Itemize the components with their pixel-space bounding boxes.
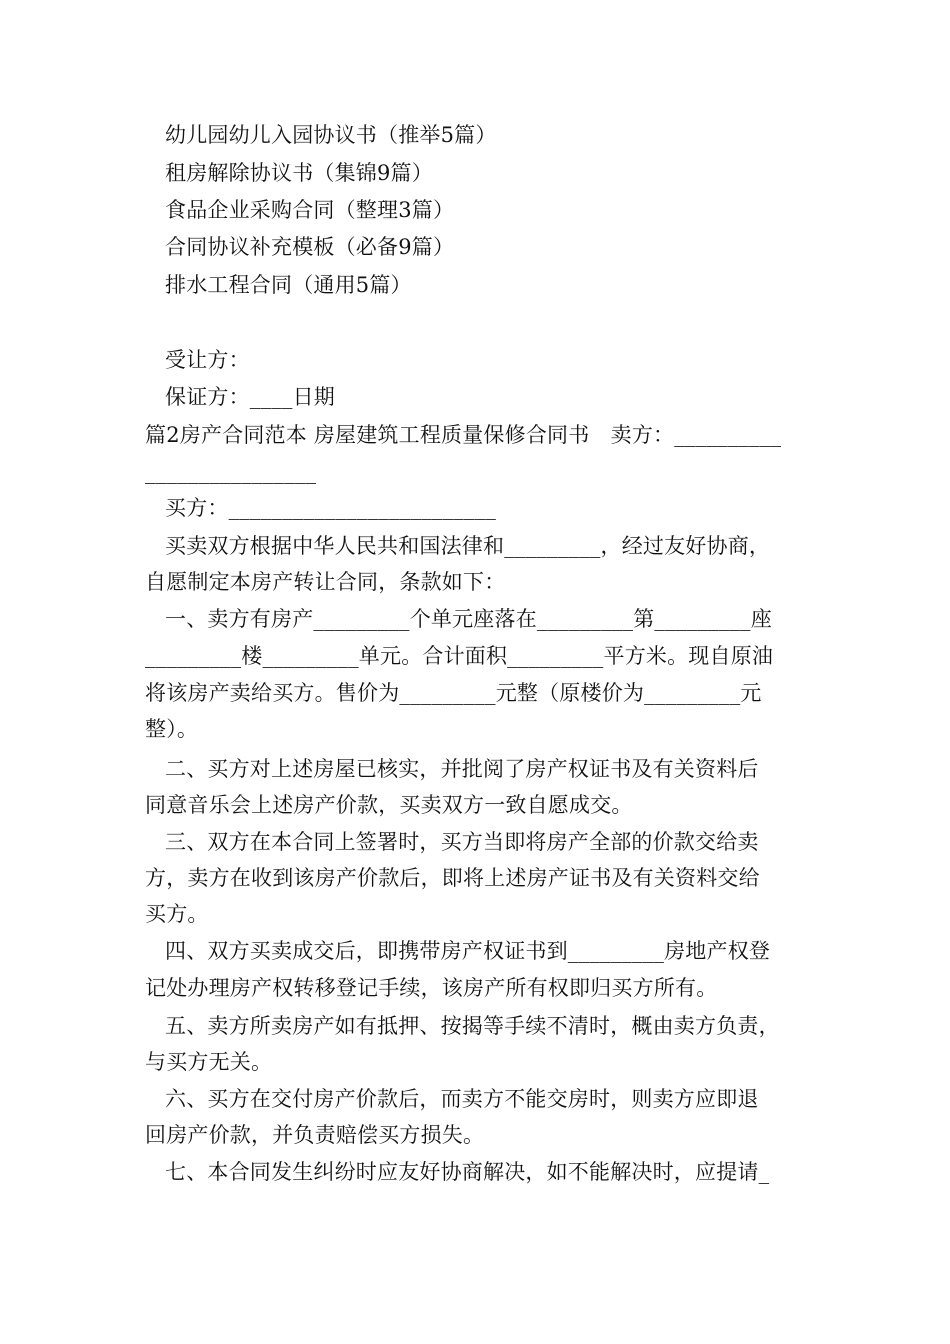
- body-line: 同意音乐会上述房产价款，买卖双方一致自愿成交。: [145, 793, 633, 817]
- body-line: 与买方无关。: [145, 1050, 273, 1074]
- buyer-line: 买方：_________________________: [165, 496, 497, 520]
- clause-3: 三、双方在本合同上签署时，买方当即将房产全部的价款交给卖: [165, 830, 759, 854]
- body-line: 记处办理房产权转移登记手续，该房产所有权即归买方所有。: [145, 976, 718, 1000]
- clause-4: 四、双方买卖成交后，即携带房产权证书到_________房地产权登: [165, 939, 771, 963]
- body-line: 方，卖方在收到该房产价款后，即将上述房产证书及有关资料交给: [145, 866, 760, 890]
- clause-7: 七、本合同发生纠纷时应友好协商解决，如不能解决时，应提请_: [165, 1160, 770, 1184]
- seller-blank-continuation: ________________: [145, 460, 317, 484]
- clause-2: 二、买方对上述房屋已核实，并批阅了房产权证书及有关资料后: [165, 757, 759, 781]
- body-line: 自愿制定本房产转让合同，条款如下：: [145, 570, 506, 594]
- section-heading: 篇2房产合同范本 房屋建筑工程质量保修合同书 卖方：__________: [145, 423, 782, 447]
- clause-6: 六、买方在交付房产价款后，而卖方不能交房时，则卖方应即退: [165, 1087, 759, 1111]
- body-line: 买卖双方根据中华人民共和国法律和_________，经过友好协商，: [165, 534, 771, 558]
- clause-1: 一、卖方有房产_________个单元座落在_________第_________座: [165, 607, 772, 631]
- related-article-2: 租房解除协议书（集锦9篇）: [165, 161, 433, 185]
- body-line: _________楼_________单元。合计面积_________平方米。现自原油: [145, 644, 774, 668]
- body-line: 整）。: [145, 717, 199, 741]
- related-article-5: 排水工程合同（通用5篇）: [165, 273, 412, 297]
- clause-5: 五、卖方所卖房产如有抵押、按揭等手续不清时，概由卖方负责，: [165, 1014, 780, 1038]
- related-article-3: 食品企业采购合同（整理3篇）: [165, 198, 455, 222]
- related-article-4: 合同协议补充模板（必备9篇）: [165, 235, 455, 259]
- guarantor-date-line: 保证方：____日期: [165, 385, 335, 409]
- body-line: 回房产价款，并负责赔偿买方损失。: [145, 1123, 485, 1147]
- transferee-label: 受让方：: [165, 348, 250, 372]
- related-article-1: 幼儿园幼儿入园协议书（推举5篇）: [165, 123, 497, 147]
- body-line: 将该房产卖给买方。售价为_________元整（原楼价为_________元: [145, 681, 762, 705]
- body-line: 买方。: [145, 902, 209, 926]
